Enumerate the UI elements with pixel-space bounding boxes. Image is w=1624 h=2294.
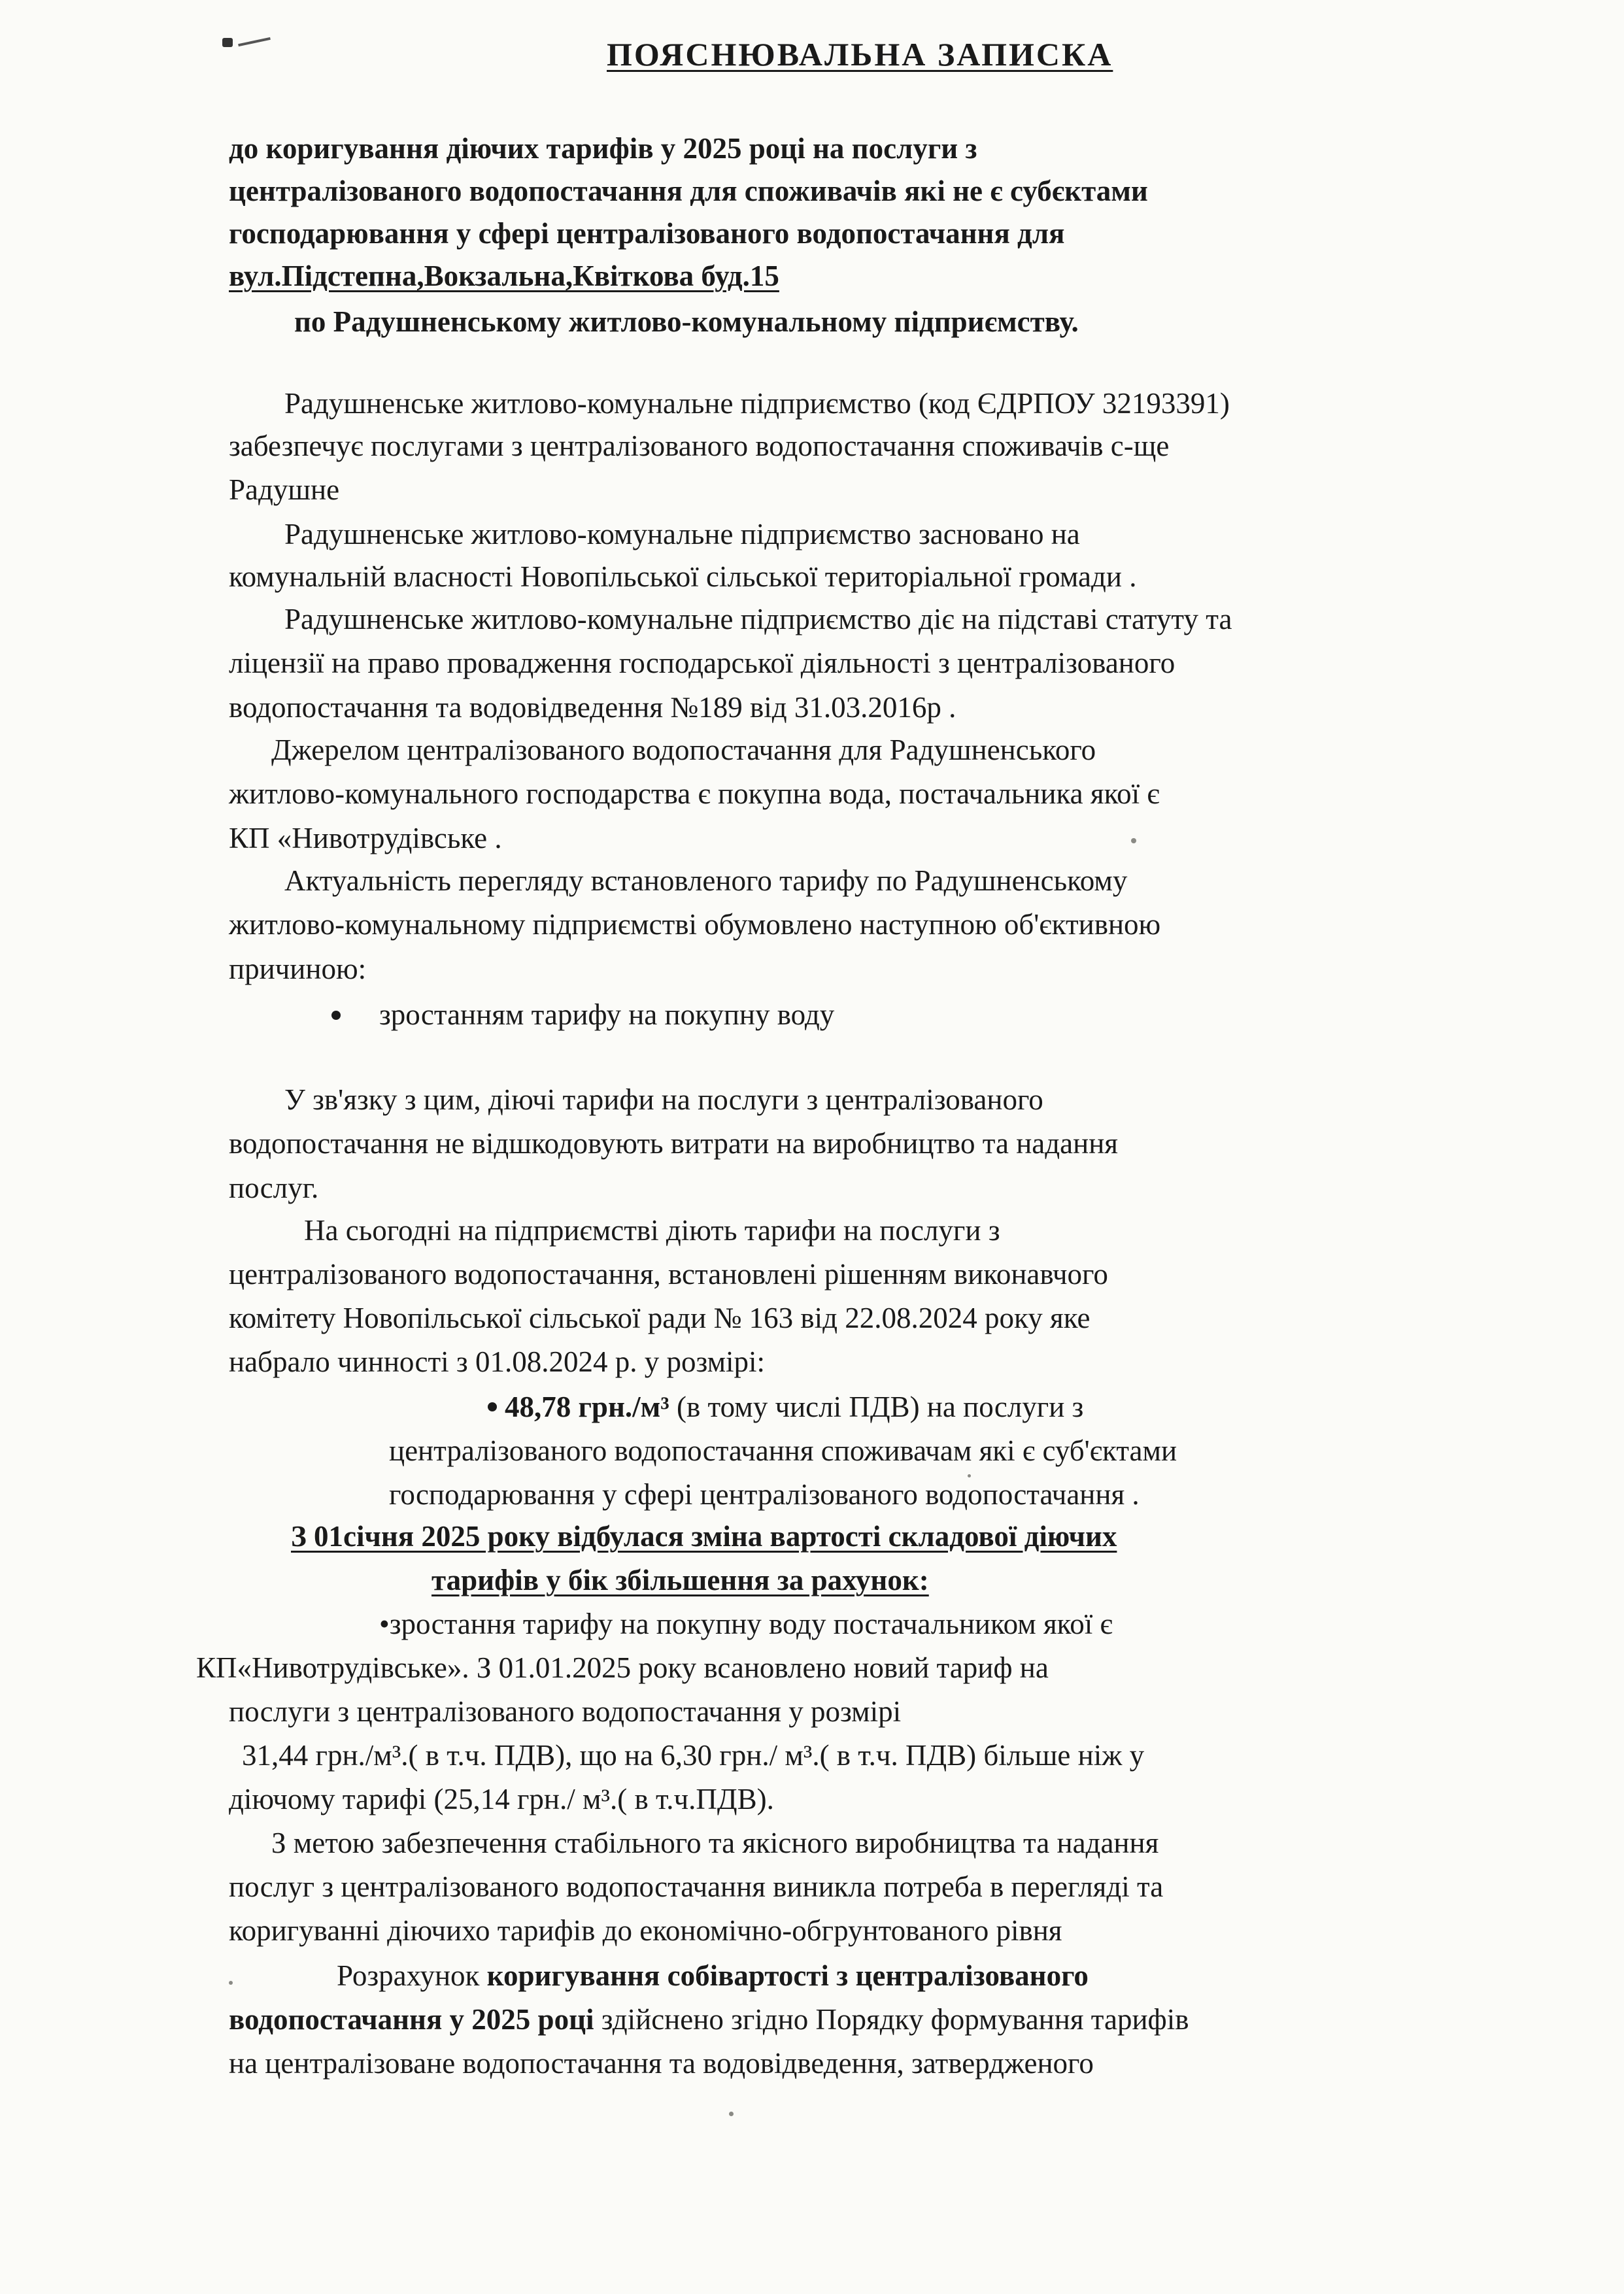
document-title: ПОЯСНЮВАЛЬНА ЗАПИСКА xyxy=(607,36,1113,73)
paragraph-line: КП«Нивотрудівське». З 01.01.2025 року всановлено новий тариф на xyxy=(196,1651,1049,1684)
paragraph-line: У зв'язку з цим, діючі тарифи на послуги з централізованого xyxy=(284,1083,1043,1116)
p9-text: здійснено згідно Порядку формування тарифів xyxy=(594,2003,1189,2036)
paragraph-line: На сьогодні на підприємстві діють тарифи на послуги з xyxy=(304,1214,1000,1247)
paragraph-line: КП «Нивотрудівське . xyxy=(229,822,502,854)
paragraph-line: послуг з централізованого водопостачання виникла потреба в перегляді та xyxy=(229,1870,1164,1903)
paragraph-line: Радушненське житлово-комунальне підприємство діє на підставі статуту та xyxy=(284,603,1232,635)
paragraph-line xyxy=(337,1961,1089,1991)
change-heading: тарифів у бік збільшення за рахунок: xyxy=(431,1564,929,1596)
bullet-icon xyxy=(331,1011,341,1020)
paragraph-line: водопостачання та водовідведення №189 від 31.03.2016р . xyxy=(229,691,956,724)
paragraph-line: послуги з централізованого водопостачання у розмірі xyxy=(229,1695,902,1728)
paragraph-line: господарювання у сфері централізованого водопостачання . xyxy=(389,1478,1140,1511)
paragraph-line: житлово-комунального господарства є покупна вода, постачальника якої є xyxy=(229,777,1160,810)
paragraph-line: Актуальність перегляду встановленого тарифу по Радушненському xyxy=(284,864,1128,897)
paragraph-line: Радушненське житлово-комунальне підприємство (код ЄДРПОУ 32193391) xyxy=(284,387,1230,420)
p9-bold: водопостачання у 2025 році xyxy=(229,2003,594,2036)
paragraph-line: набрало чинності з 01.08.2024 р. у розмірі: xyxy=(229,1345,766,1378)
bullet-item: зростанням тарифу на покупну воду xyxy=(379,998,835,1031)
paragraph-line: житлово-комунальному підприємстві обумовлено наступною об'єктивною xyxy=(229,908,1161,941)
heading-line: централізованого водопостачання для споживачів які не є субєктами xyxy=(229,175,1148,207)
p9-bold: коригування собівартості з централізованого xyxy=(486,1959,1089,1992)
scan-speck xyxy=(729,2112,734,2116)
paragraph-line: 31,44 грн./м³.( в т.ч. ПДВ), що на 6,30 грн./ м³.( в т.ч. ПДВ) більше ніж у xyxy=(242,1739,1145,1772)
heading-line: господарювання у сфері централізованого водопостачання для xyxy=(229,217,1065,250)
paragraph-line: водопостачання не відшкодовують витрати на виробництво та надання xyxy=(229,1127,1118,1160)
heading-address: вул.Підстепна,Вокзальна,Квіткова буд.15 xyxy=(229,260,779,292)
paragraph-line: причиною: xyxy=(229,953,367,985)
paragraph-line: діючому тарифі (25,14 грн./ м³.( в т.ч.ПДВ). xyxy=(229,1783,774,1815)
paragraph-line: послуг. xyxy=(229,1172,319,1204)
heading-line: по Радушненському житлово-комунальному підприємству. xyxy=(294,305,1079,338)
paragraph-line: централізованого водопостачання, встановлені рішенням виконавчого xyxy=(229,1258,1108,1290)
paragraph-line: ліцензії на право провадження господарської діяльності з централізованого xyxy=(229,647,1176,679)
heading-line: до коригування діючих тарифів у 2025 році на послуги з xyxy=(229,132,977,165)
bullet-icon xyxy=(488,1402,497,1411)
tariff-current-line xyxy=(505,1392,1083,1422)
paragraph-line: комітету Новопільської сільської ради № 163 від 22.08.2024 року яке xyxy=(229,1302,1091,1334)
change-heading: З 01січня 2025 року відбулася зміна вартості складової діючих xyxy=(291,1520,1117,1553)
paragraph-line: •зростання тарифу на покупну воду постачальником якої є xyxy=(379,1608,1113,1640)
tariff-current-note: (в тому числі ПДВ) на послуги з xyxy=(669,1391,1084,1423)
paragraph-line: Джерелом централізованого водопостачання для Радушненського xyxy=(271,734,1096,766)
paragraph-line: комунальній власності Новопільської сільської територіальної громади . xyxy=(229,560,1137,593)
scan-speck xyxy=(968,1474,971,1477)
paragraph-line: забезпечує послугами з централізованого водопостачання споживачів с-ще xyxy=(229,430,1170,462)
paragraph-line: Радушне xyxy=(229,473,340,506)
p9-text: Розрахунок xyxy=(337,1959,487,1992)
scan-speck xyxy=(1131,838,1136,843)
scan-mark-top-left xyxy=(222,38,233,47)
paragraph-line: З метою забезпечення стабільного та якісного виробництва та надання xyxy=(271,1827,1159,1859)
paragraph-line: Радушненське житлово-комунальне підприємство засновано на xyxy=(284,518,1080,550)
scan-speck xyxy=(229,1981,233,1985)
paragraph-line: коригуванні діючихо тарифів до економічно-обгрунтованого рівня xyxy=(229,1914,1062,1947)
tariff-current-amount: 48,78 грн./м³ xyxy=(505,1391,669,1423)
paragraph-line xyxy=(229,2005,1189,2034)
paragraph-line: на централізоване водопостачання та водовідведення, затвердженого xyxy=(229,2047,1094,2080)
scan-mark-top-left-dash xyxy=(238,37,271,46)
paragraph-line: централізованого водопостачання споживачам які є суб'єктами xyxy=(389,1434,1177,1467)
